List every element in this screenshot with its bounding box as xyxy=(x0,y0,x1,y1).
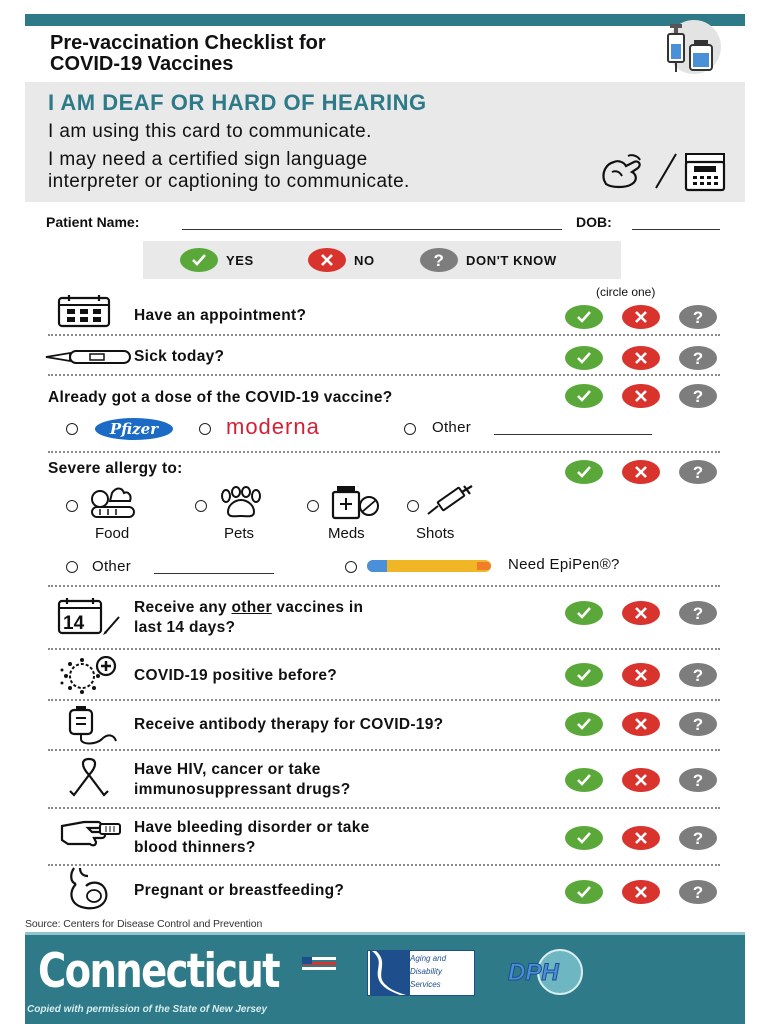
question-prior-dose: Already got a dose of the COVID-19 vaccine? xyxy=(48,389,393,406)
pets-label: Pets xyxy=(224,525,255,542)
divider xyxy=(48,334,720,336)
answers-other-vaccines xyxy=(565,601,717,625)
paw-print-icon xyxy=(216,486,264,520)
aging-logo-line-2: Disability xyxy=(410,967,443,976)
yes-check-icon[interactable] xyxy=(565,768,603,792)
patient-name-label: Patient Name: xyxy=(46,214,140,230)
circle-one-instruction: (circle one) xyxy=(596,285,656,299)
question-appointment: Have an appointment? xyxy=(134,307,307,324)
sign-language-and-tty-icon xyxy=(598,150,733,192)
radio-moderna[interactable] xyxy=(199,423,211,435)
question-mark-glyph: ? xyxy=(692,348,704,368)
patient-name-field[interactable] xyxy=(182,229,562,230)
question-hiv-cancer-line-1: Have HIV, cancer or take xyxy=(134,761,321,778)
question-hiv-cancer-line-2: immunosuppressant drugs? xyxy=(134,781,351,798)
answers-covid-positive xyxy=(565,663,717,687)
no-x-icon[interactable] xyxy=(622,460,660,484)
divider xyxy=(48,749,720,751)
question-covid-positive: COVID-19 positive before? xyxy=(134,667,338,684)
radio-shots-allergy[interactable] xyxy=(407,500,419,512)
source-citation: Source: Centers for Disease Control and Prevention xyxy=(25,918,263,930)
radio-epipen[interactable] xyxy=(345,561,357,573)
radio-food-allergy[interactable] xyxy=(66,500,78,512)
question-other-vaccines-line-2: last 14 days? xyxy=(134,619,236,636)
radio-other-allergy[interactable] xyxy=(66,561,78,573)
dph-text: DPH xyxy=(508,959,559,986)
divider xyxy=(48,374,720,376)
moderna-logo: moderna xyxy=(226,414,320,439)
question-mark-glyph: ? xyxy=(692,714,704,734)
dont-know-question-icon[interactable] xyxy=(679,384,717,408)
no-x-icon[interactable] xyxy=(622,663,660,687)
q5-part-before: Receive any xyxy=(134,599,232,616)
legend-yes xyxy=(180,248,254,272)
food-icon xyxy=(86,485,142,521)
question-antibody-therapy: Receive antibody therapy for COVID-19? xyxy=(134,716,444,733)
yes-check-icon[interactable] xyxy=(565,880,603,904)
river-swoosh-icon xyxy=(370,951,410,995)
question-mark-glyph: ? xyxy=(692,307,704,327)
question-mark-glyph: ? xyxy=(692,665,704,685)
dont-know-question-icon[interactable] xyxy=(679,663,717,687)
permission-note: Copied with permission of the State of New Jersey xyxy=(27,1004,268,1015)
title-line-1: Pre-vaccination Checklist for xyxy=(50,32,326,54)
yes-check-icon[interactable] xyxy=(565,346,603,370)
radio-pfizer[interactable] xyxy=(66,423,78,435)
deaf-line-3: interpreter or captioning to communicate. xyxy=(48,171,410,192)
pfizer-logo: Pfizer xyxy=(95,418,173,440)
question-bleeding-disorder-line-2: blood thinners? xyxy=(134,839,256,856)
syringe-icon xyxy=(424,484,476,516)
q5-part-underlined: other xyxy=(231,599,272,616)
x-icon xyxy=(308,248,346,272)
pregnancy-icon xyxy=(64,866,116,912)
epipen-label: Need EpiPen®? xyxy=(508,556,620,573)
legend-dont-know xyxy=(420,248,557,272)
question-mark-glyph: ? xyxy=(692,462,704,482)
legend-dont-know-label: DON'T KNOW xyxy=(466,252,557,268)
answers-severe-allergy xyxy=(565,460,717,484)
dont-know-question-icon[interactable] xyxy=(679,601,717,625)
question-hiv-cancer xyxy=(134,760,350,800)
calendar-14-icon xyxy=(55,597,123,637)
no-x-icon[interactable] xyxy=(622,305,660,329)
yes-check-icon[interactable] xyxy=(565,712,603,736)
answers-antibody-therapy xyxy=(565,712,717,736)
dont-know-question-icon[interactable] xyxy=(679,826,717,850)
question-mark-icon xyxy=(420,248,458,272)
q5-part-after: vaccines in xyxy=(271,599,364,616)
aging-logo-line-1: Aging and xyxy=(410,954,447,963)
dont-know-question-icon[interactable] xyxy=(679,346,717,370)
dph-logo xyxy=(500,948,602,996)
legend-yes-label: YES xyxy=(226,252,254,268)
answers-pregnant xyxy=(565,880,717,904)
no-x-icon[interactable] xyxy=(622,712,660,736)
deaf-line-2: I may need a certified sign language xyxy=(48,149,368,170)
question-mark-glyph: ? xyxy=(692,386,704,406)
question-severe-allergy: Severe allergy to: xyxy=(48,460,183,477)
title-line-2: COVID-19 Vaccines xyxy=(50,53,234,75)
meds-label: Meds xyxy=(328,525,365,542)
yes-check-icon[interactable] xyxy=(565,384,603,408)
divider xyxy=(48,807,720,809)
no-x-icon[interactable] xyxy=(622,880,660,904)
question-bleeding-disorder-line-1: Have bleeding disorder or take xyxy=(134,819,370,836)
connecticut-logo: Connecticut xyxy=(38,944,279,999)
divider xyxy=(48,585,720,587)
dont-know-question-icon[interactable] xyxy=(679,712,717,736)
vaccine-vial-icon xyxy=(650,20,732,74)
divider xyxy=(48,699,720,701)
medicine-bottle-icon xyxy=(327,484,383,520)
shots-label: Shots xyxy=(416,525,455,542)
awareness-ribbon-icon xyxy=(66,757,112,797)
aging-logo-line-3: Services xyxy=(410,980,441,989)
yes-check-icon[interactable] xyxy=(565,826,603,850)
no-x-icon[interactable] xyxy=(622,826,660,850)
radio-meds-allergy[interactable] xyxy=(307,500,319,512)
deaf-line-1: I am using this card to communicate. xyxy=(48,121,372,142)
virus-icon xyxy=(56,656,122,694)
radio-pets-allergy[interactable] xyxy=(195,500,207,512)
dont-know-question-icon[interactable] xyxy=(679,305,717,329)
question-sick-today: Sick today? xyxy=(134,348,225,365)
calendar-day-number: 14 xyxy=(63,613,85,634)
divider xyxy=(48,864,720,866)
no-x-icon[interactable] xyxy=(622,384,660,408)
yes-check-icon[interactable] xyxy=(565,305,603,329)
page-title xyxy=(50,33,610,75)
no-x-icon[interactable] xyxy=(622,601,660,625)
question-mark-glyph: ? xyxy=(692,603,704,623)
question-other-vaccines xyxy=(134,598,363,638)
epipen-image xyxy=(367,560,491,572)
connecticut-flag-icon xyxy=(302,955,340,973)
answers-hiv-cancer xyxy=(565,768,717,792)
question-bleeding-disorder xyxy=(134,818,370,858)
bandaged-hand-icon xyxy=(58,816,124,848)
legend-no xyxy=(308,248,375,272)
thermometer-icon xyxy=(44,348,134,366)
deaf-heading: I AM DEAF OR HARD OF HEARING xyxy=(48,90,427,115)
dob-field[interactable] xyxy=(632,229,720,230)
other-allergy-field[interactable] xyxy=(154,573,274,574)
iv-bag-icon xyxy=(66,705,124,745)
header-bar xyxy=(25,14,745,26)
answers-sick-today xyxy=(565,346,717,370)
question-pregnant: Pregnant or breastfeeding? xyxy=(134,882,345,899)
dont-know-question-icon[interactable] xyxy=(679,880,717,904)
dob-label: DOB: xyxy=(576,214,612,230)
question-mark-glyph: ? xyxy=(692,828,704,848)
dont-know-question-icon[interactable] xyxy=(679,460,717,484)
food-label: Food xyxy=(95,525,130,542)
answers-prior-dose xyxy=(565,384,717,408)
other-vaccine-field[interactable] xyxy=(494,434,652,435)
question-other-vaccines-line-1 xyxy=(134,598,363,618)
yes-check-icon[interactable] xyxy=(565,601,603,625)
other-vaccine-label: Other xyxy=(432,419,472,436)
legend-no-label: NO xyxy=(354,252,375,268)
other-allergy-label: Other xyxy=(92,558,132,575)
no-x-icon[interactable] xyxy=(622,346,660,370)
divider xyxy=(48,648,720,650)
dont-know-question-icon[interactable] xyxy=(679,768,717,792)
answers-appointment xyxy=(565,305,717,329)
yes-check-icon[interactable] xyxy=(565,663,603,687)
divider xyxy=(48,451,720,453)
calendar-icon xyxy=(55,294,121,330)
radio-other-vaccine[interactable] xyxy=(404,423,416,435)
question-mark-glyph: ? xyxy=(433,250,445,270)
yes-check-icon[interactable] xyxy=(565,460,603,484)
check-icon xyxy=(180,248,218,272)
question-mark-glyph: ? xyxy=(692,770,704,790)
answers-bleeding-disorder xyxy=(565,826,717,850)
no-x-icon[interactable] xyxy=(622,768,660,792)
question-mark-glyph: ? xyxy=(692,882,704,902)
